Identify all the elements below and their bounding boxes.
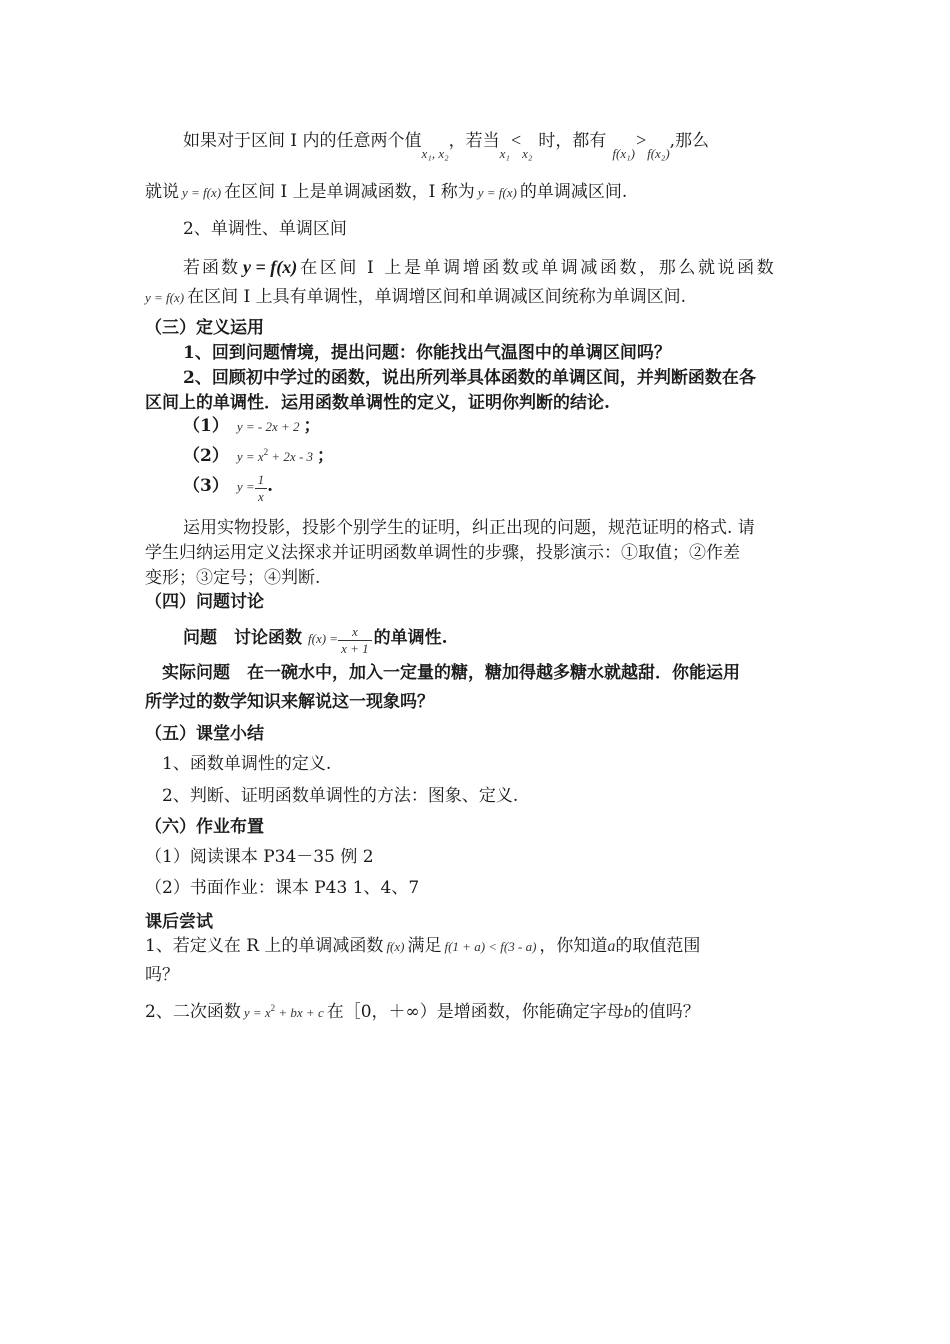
question-line: 问题 讨论函数 f(x) = $\frac{x}{x + 1}$ 的单调性. <box>183 623 448 656</box>
math-fx2: f(x₂) <box>647 146 670 161</box>
math-var-b: b <box>623 1004 632 1021</box>
question-line: 2、回顾初中学过的函数，说出所列举具体函数的单调区间，并判断函数在各 <box>183 368 756 388</box>
math-expression: $y = x^2$ + bx + c <box>243 1003 324 1020</box>
section-heading: （五）课堂小结 <box>145 724 264 744</box>
exercise-line: 吗？ <box>145 965 179 985</box>
example-item: （1） y = - 2x + 2 ； <box>183 416 321 436</box>
paragraph-line: 若函数 y = f(x) 在区间 I 上是单调增函数或单调减函数，那么就说函数 <box>183 257 777 278</box>
math-fx1: f(x₁) <box>612 146 635 161</box>
definition-line-2: 就说 y = f(x) 在区间 I 上是单调减函数，I 称为 y = f(x) 的单调减区间. <box>145 182 628 202</box>
paragraph-line: 变形；③定号；④判断. <box>145 568 321 588</box>
list-item: 1、函数单调性的定义. <box>162 754 332 774</box>
question-line: 所学过的数学知识来解说这一现象吗？ <box>145 692 434 712</box>
question-line: 1、回到问题情境，提出问题：你能找出气温图中的单调区间吗？ <box>183 343 671 363</box>
math-expression: f(x) = $\frac{x}{x + 1}$ <box>308 631 372 646</box>
section-heading: （三）定义运用 <box>145 318 264 338</box>
section-heading: （六）作业布置 <box>145 817 264 837</box>
math-y-eq-fx: y = f(x) <box>182 185 222 200</box>
section-heading: 2、单调性、单调区间 <box>183 219 347 239</box>
paragraph-line: y = f(x) 在区间 I 上具有单调性，单调增区间和单调减区间统称为单调区间. <box>145 287 687 307</box>
example-item: （3） y = $\frac{1}{x}$ . <box>183 471 274 504</box>
section-heading: （四）问题讨论 <box>145 592 264 612</box>
section-heading: 课后尝试 <box>145 912 213 932</box>
list-item: （1）阅读课本 P34－35 例 2 <box>145 847 374 867</box>
fraction: $\frac{x}{x + 1}$ <box>338 624 372 657</box>
math-var-a: a <box>607 938 616 955</box>
math-inequality: f(1 + a) < f(3 - a) <box>444 939 537 954</box>
math-expression: y = - 2x + 2 <box>236 419 300 434</box>
math-fx: f(x) <box>386 939 405 954</box>
math-y-eq-fx: y = f(x) <box>477 185 517 200</box>
math-x1: x₁ <box>499 146 510 161</box>
math-expression: $y = x^2 + 2x - 3$ <box>236 447 314 464</box>
question-line: 区间上的单调性．运用函数单调性的定义，证明你判断的结论. <box>145 393 610 413</box>
math-y-eq-fx: y = f(x) <box>145 290 185 305</box>
list-item: （2）书面作业：课本 P43 1、4、7 <box>145 878 420 898</box>
list-item: 2、判断、证明函数单调性的方法：图象、定义. <box>162 786 519 806</box>
exercise-line: 2、二次函数 $y = x^2$ + bx + c 在［0，＋∞）是增函数，你能确定字母b的值吗？ <box>145 1002 700 1022</box>
paragraph-line: 运用实物投影，投影个别学生的证明，纠正出现的问题，规范证明的格式. 请 <box>183 518 755 538</box>
fraction: $\frac{1}{x}$ <box>255 472 268 505</box>
math-x1-x2: x₁, x₂ <box>421 146 449 161</box>
math-x2: x₂ <box>522 146 533 161</box>
math-y-eq-fx: y = f(x) <box>243 257 298 277</box>
exercise-line: 1、若定义在 R 上的单调减函数 f(x) 满足 f(1 + a) < f(3 - a) ，你知道a的取值范围 <box>145 936 701 956</box>
question-line: 实际问题 在一碗水中，加入一定量的糖，糖加得越多糖水就越甜．你能运用 <box>162 663 740 683</box>
example-item: （2） $y = x^2 + 2x - 3$ ； <box>183 446 335 466</box>
math-expression: y = $\frac{1}{x}$ <box>237 479 267 494</box>
definition-line-1: 如果对于区间 I 内的任意两个值$_{x_1, x_2}$，若当$_{x_1}<_{x_2}$时，都有$_{f(x_1)}>_{f(x_2)}$,那么 <box>183 130 710 161</box>
paragraph-line: 学生归纳运用定义法探求并证明函数单调性的步骤，投影演示：①取值；②作差 <box>145 543 740 563</box>
